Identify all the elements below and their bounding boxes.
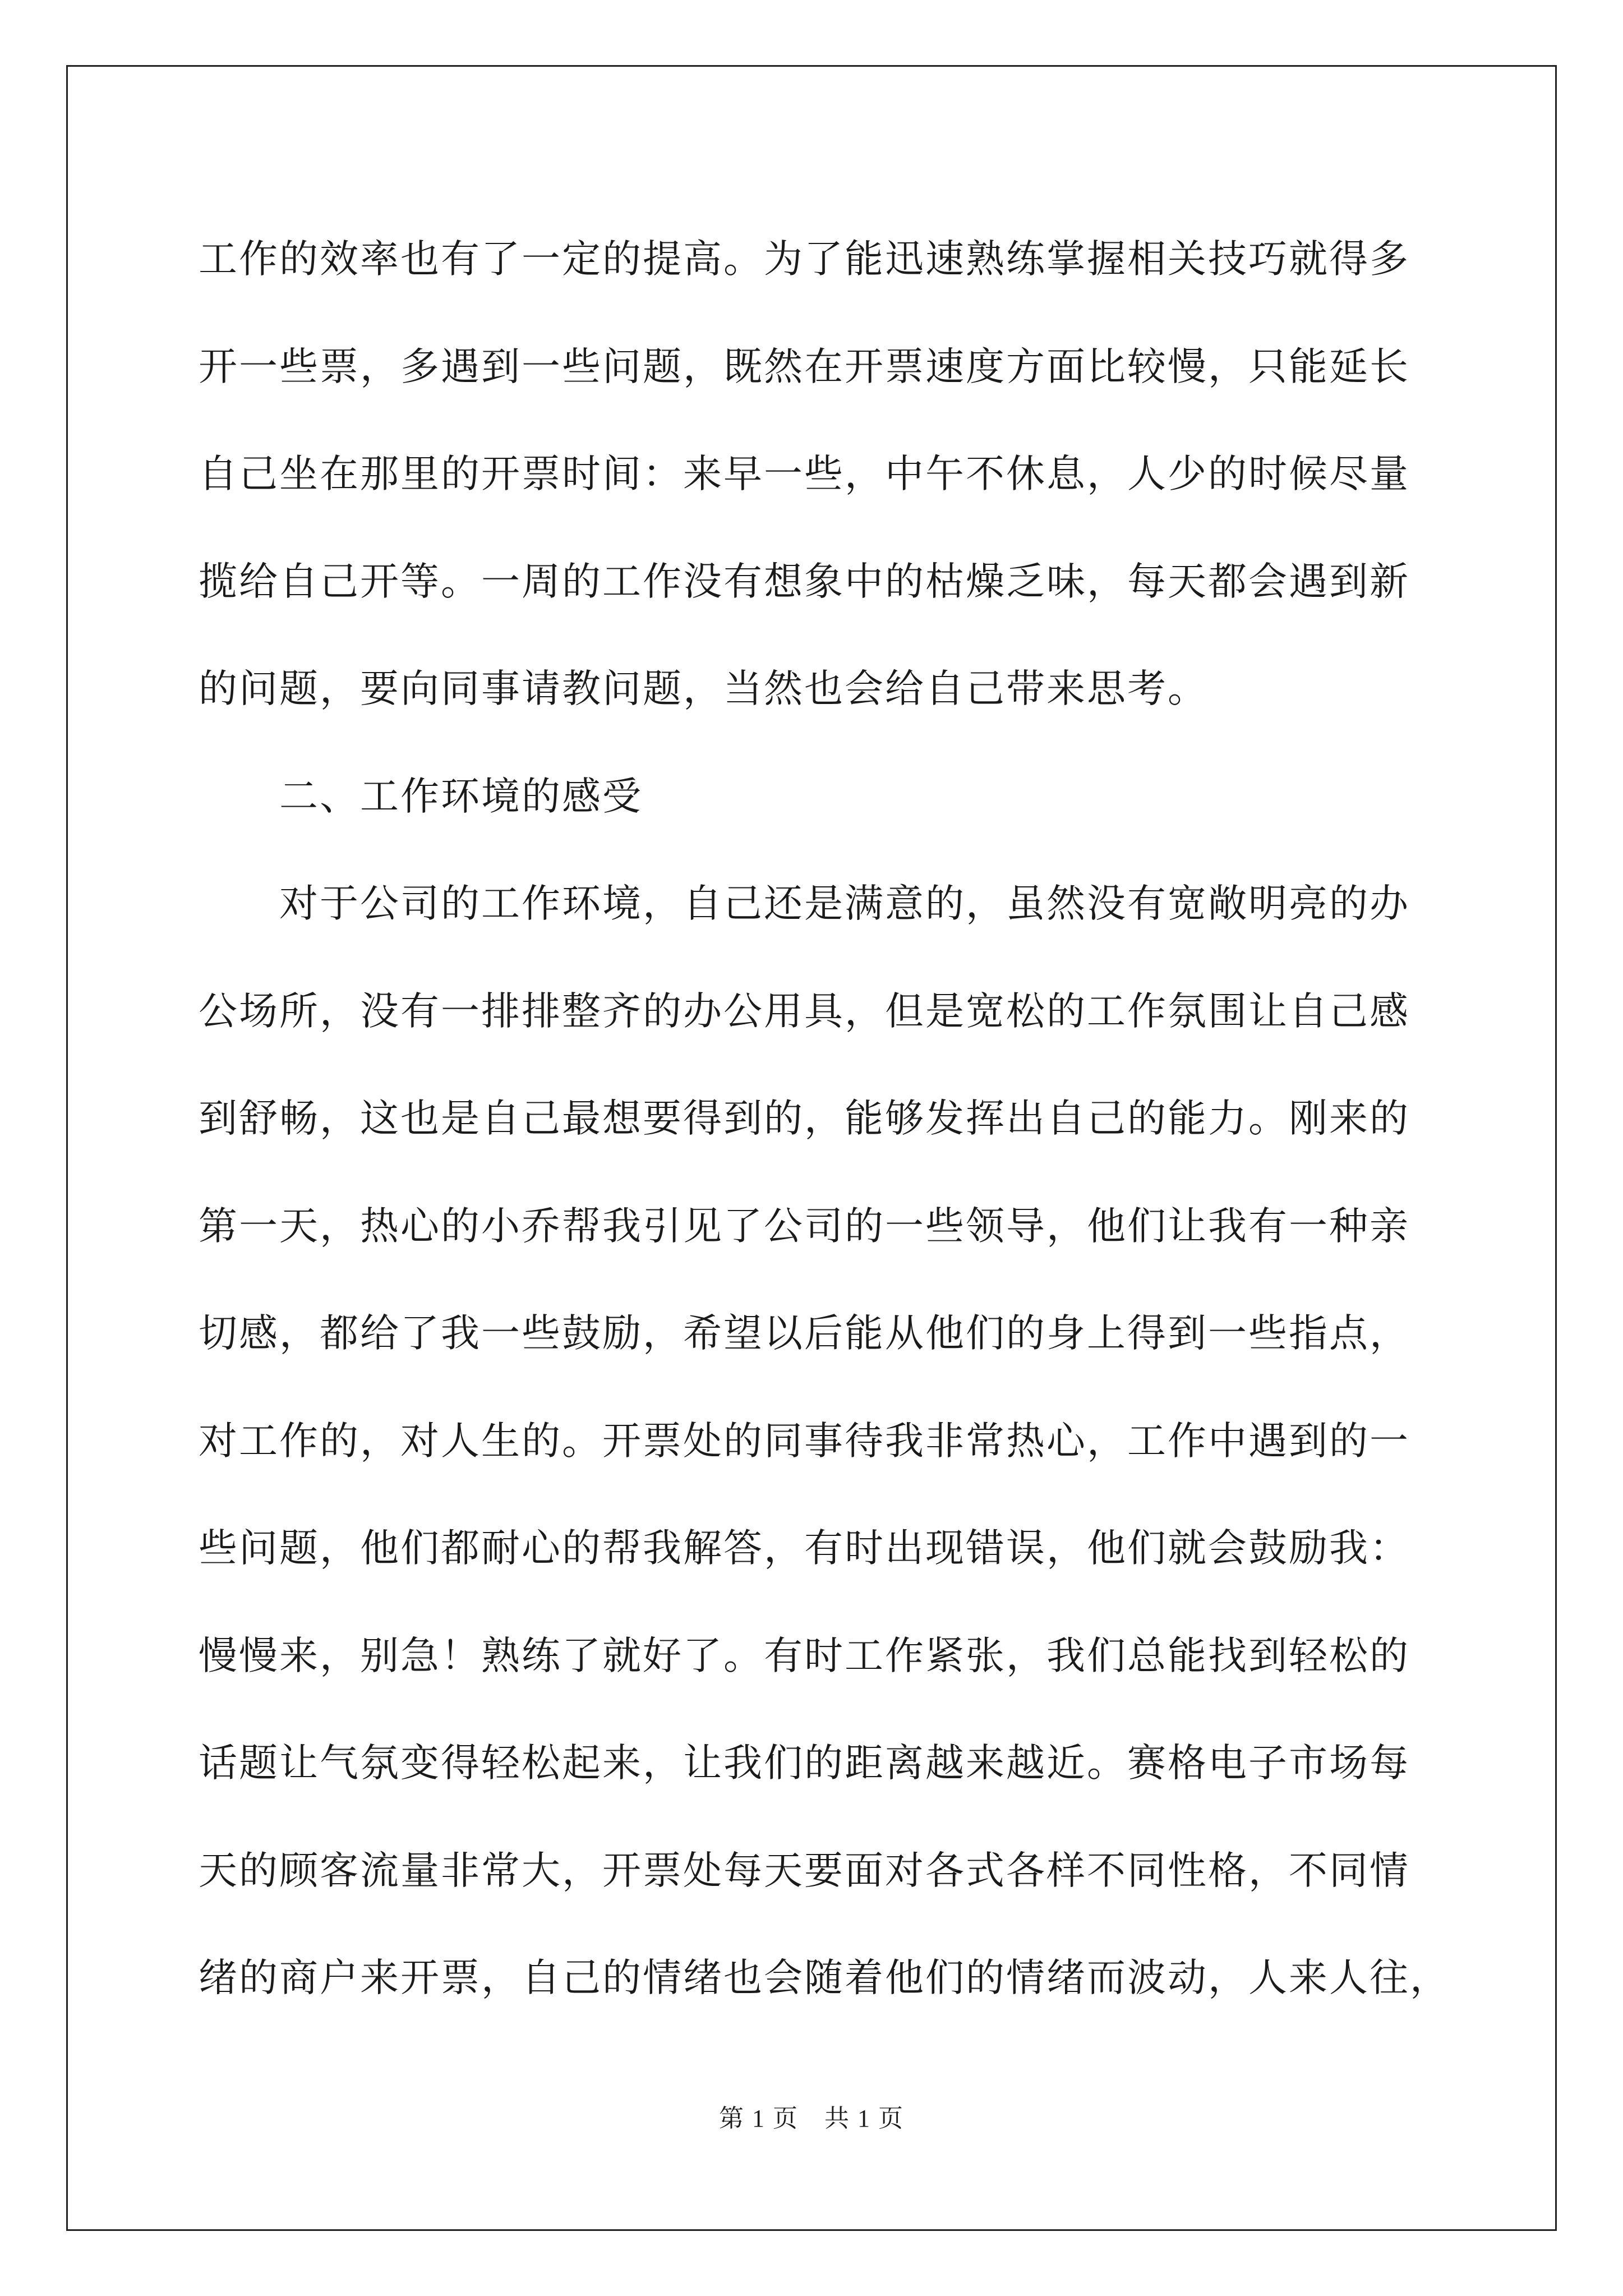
text-line: 些问题，他们都耐心的帮我解答，有时出现错误，他们就会鼓励我： xyxy=(199,1526,1410,1571)
text-line: 工作的效率也有了一定的提高。为了能迅速熟练掌握相关技巧就得多 xyxy=(199,237,1410,282)
text-line: 公场所，没有一排排整齐的办公用具，但是宽松的工作氛围让自己感 xyxy=(199,988,1410,1034)
text-line: 话题让气氛变得轻松起来，让我们的距离越来越近。赛格电子市场每 xyxy=(199,1741,1410,1786)
text-line: 绪的商户来开票，自己的情绪也会随着他们的情绪而波动，人来人往， xyxy=(199,1955,1450,2000)
text-line: 揽给自己开等。一周的工作没有想象中的枯燥乏味，每天都会遇到新 xyxy=(199,559,1410,604)
text-line: 第一天，热心的小乔帮我引见了公司的一些领导，他们让我有一种亲 xyxy=(199,1203,1410,1249)
page-footer: 第 1 页 共 1 页 xyxy=(719,2105,904,2132)
document-body xyxy=(199,206,1450,2032)
text-line: 天的顾客流量非常大，开票处每天要面对各式各样不同性格，不同情 xyxy=(199,1848,1410,1893)
text-line: 慢慢来，别急！熟练了就好了。有时工作紧张，我们总能找到轻松的 xyxy=(199,1633,1410,1678)
text-line: 切感，都给了我一些鼓励，希望以后能从他们的身上得到一些指点， xyxy=(199,1311,1410,1356)
text-line: 二、工作环境的感受 xyxy=(279,774,643,819)
text-line: 对工作的，对人生的。开票处的同事待我非常热心，工作中遇到的一 xyxy=(199,1418,1410,1464)
text-line: 对于公司的工作环境，自己还是满意的，虽然没有宽敞明亮的办 xyxy=(279,881,1410,926)
text-line: 自己坐在那里的开票时间：来早一些，中午不休息，人少的时候尽量 xyxy=(199,452,1410,496)
text-line: 的问题，要向同事请教问题，当然也会给自己带来思考。 xyxy=(199,666,1208,711)
text-line: 开一些票，多遇到一些问题，既然在开票速度方面比较慢，只能延长 xyxy=(199,344,1410,389)
text-line: 到舒畅，这也是自己最想要得到的，能够发挥出自己的能力。刚来的 xyxy=(199,1096,1410,1141)
